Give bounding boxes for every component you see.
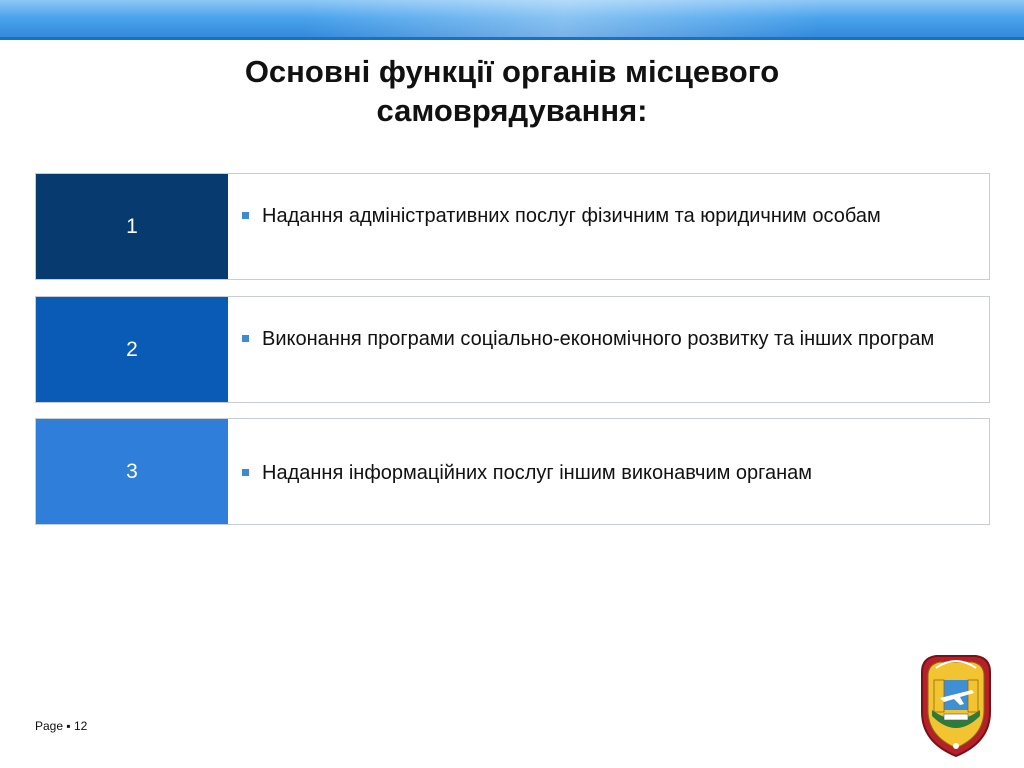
row-text-2 — [242, 325, 972, 353]
function-row-1 — [35, 173, 990, 280]
square-bullet-icon — [242, 469, 249, 476]
page-number: 12 — [73, 719, 88, 733]
square-bullet-icon — [242, 212, 249, 219]
banner-bottom-line — [0, 37, 1024, 40]
row-number-3: 3 — [36, 419, 228, 524]
row-text-2-content: Виконання програми соціально-економічного розвитку та інших програм — [262, 328, 935, 350]
slide-title: Основні функції органів місцевого самоврядування: — [244, 54, 780, 128]
banner-shine — [0, 0, 1024, 40]
row-text-1-content: Надання адміністративних послуг фізичним та юридичним особам — [262, 205, 881, 227]
page-separator: ▪ — [66, 719, 71, 733]
square-bullet-icon — [242, 335, 249, 342]
page-footer — [35, 719, 87, 733]
row-text-1 — [242, 202, 972, 230]
function-row-2 — [35, 296, 990, 403]
city-coat-of-arms-icon — [914, 650, 998, 758]
row-text-3 — [242, 459, 972, 487]
function-row-3 — [35, 418, 990, 525]
page-label: Page — [35, 719, 64, 733]
row-number-1: 1 — [36, 174, 228, 279]
row-text-3-content: Надання інформаційних послуг іншим виконавчим органам — [262, 462, 813, 484]
row-number-2: 2 — [36, 297, 228, 402]
top-banner — [0, 0, 1024, 40]
